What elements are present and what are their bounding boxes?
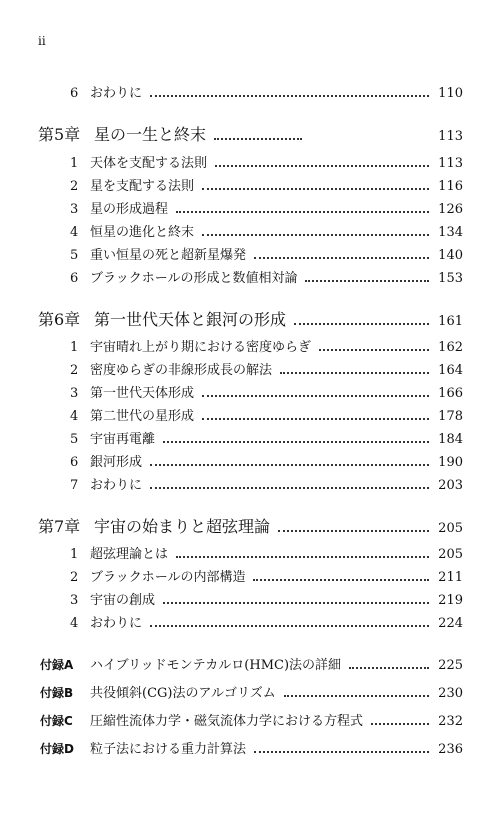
- toc-entry: [70, 359, 463, 378]
- page-ref: 211: [438, 570, 463, 585]
- section-number: 1: [70, 547, 79, 562]
- section-title: 第一世代天体形成: [90, 386, 195, 401]
- page-ref: 232: [438, 714, 463, 729]
- toc-entry: [70, 336, 463, 355]
- section-number: 6: [70, 86, 79, 101]
- leader-dots: [202, 395, 429, 397]
- toc-chapter: [38, 307, 463, 330]
- section-number: 2: [70, 363, 79, 378]
- page-ref: 113: [438, 156, 463, 171]
- page-ref: 140: [438, 248, 463, 263]
- page-ref: 205: [438, 521, 463, 536]
- section-title: 銀河形成: [90, 455, 143, 470]
- toc-entry: [70, 267, 463, 286]
- toc-chapter: [38, 122, 463, 145]
- leader-dots: [202, 418, 429, 420]
- page-ref: 178: [438, 409, 463, 424]
- toc-entry: [70, 543, 463, 562]
- leader-dots: [163, 602, 429, 604]
- leader-dots: [176, 211, 429, 213]
- toc-chapter: [38, 514, 463, 537]
- section-number: 3: [70, 593, 79, 608]
- page-number: ii: [38, 34, 46, 48]
- page-ref: 166: [438, 386, 463, 401]
- leader-dots: [150, 625, 429, 627]
- section-title: 密度ゆらぎの非線形成長の解法: [90, 363, 273, 378]
- appendix-label: 付録C: [40, 714, 73, 728]
- section-number: 7: [70, 478, 79, 493]
- section-number: 4: [70, 409, 79, 424]
- section-title: 宇宙再電離: [90, 432, 156, 447]
- chapter-title: 星の一生と終末: [94, 125, 207, 144]
- toc-entry: [70, 566, 463, 585]
- toc-entry: [70, 175, 463, 194]
- section-number: 5: [70, 248, 79, 263]
- section-title: おわりに: [90, 86, 143, 101]
- page-ref: 113: [438, 129, 463, 144]
- toc-entry: [70, 451, 463, 470]
- section-number: 2: [70, 570, 79, 585]
- toc-entry: [70, 198, 463, 217]
- leader-dots: [278, 530, 429, 532]
- leader-dots: [319, 349, 429, 351]
- section-number: 1: [70, 340, 79, 355]
- page-ref: 162: [438, 340, 463, 355]
- section-title: ブラックホールの形成と数値相対論: [90, 271, 298, 286]
- page-ref: 219: [438, 593, 463, 608]
- section-title: 天体を支配する法則: [90, 156, 208, 171]
- section-title: 第二世代の星形成: [90, 409, 195, 424]
- appendix-label: 付録B: [40, 686, 74, 700]
- section-number: 5: [70, 432, 79, 447]
- leader-dots: [150, 464, 429, 466]
- page-ref: 230: [438, 686, 463, 701]
- leader-dots: [280, 372, 429, 374]
- section-title: 星を支配する法則: [90, 179, 195, 194]
- appendix-title: ハイブリッドモンテカルロ(HMC)法の詳細: [90, 658, 342, 673]
- section-title: 宇宙の創成: [90, 593, 156, 608]
- page-ref: 236: [438, 742, 463, 757]
- section-title: おわりに: [90, 616, 143, 631]
- page-ref: 184: [438, 432, 463, 447]
- page-ref: 161: [438, 314, 463, 329]
- leader-dots: [163, 441, 429, 443]
- chapter-title: 第一世代天体と銀河の形成: [94, 310, 287, 329]
- appendix-title: 共役傾斜(CG)法のアルゴリズム: [90, 686, 276, 701]
- leader-dots: [214, 138, 302, 140]
- chapter-number: 第5章: [38, 125, 81, 144]
- section-title: 宇宙晴れ上がり期における密度ゆらぎ: [90, 340, 312, 355]
- section-title: 星の形成過程: [90, 202, 169, 217]
- page-ref: 225: [438, 658, 463, 673]
- page-ref: 205: [438, 547, 463, 562]
- toc-entry: [70, 428, 463, 447]
- appendix-title: 粒子法における重力計算法: [90, 742, 247, 757]
- leader-dots: [150, 487, 429, 489]
- page-ref: 134: [438, 225, 463, 240]
- appendix-title: 圧縮性流体力学・磁気流体力学における方程式: [90, 714, 364, 729]
- toc-entry: [70, 405, 463, 424]
- leader-dots: [176, 556, 429, 558]
- section-number: 6: [70, 455, 79, 470]
- toc-entry: [70, 382, 463, 401]
- section-number: 3: [70, 386, 79, 401]
- leader-dots: [349, 667, 429, 669]
- section-title: 重い恒星の死と超新星爆発: [90, 248, 247, 263]
- toc-entry: [70, 589, 463, 608]
- toc-entry: [70, 221, 463, 240]
- leader-dots: [294, 323, 429, 325]
- leader-dots: [150, 95, 429, 97]
- toc-entry: [70, 152, 463, 171]
- leader-dots: [284, 695, 429, 697]
- leader-dots: [202, 188, 429, 190]
- toc-appendix: [40, 682, 463, 701]
- section-number: 1: [70, 156, 79, 171]
- appendix-label: 付録D: [40, 742, 74, 756]
- page-ref: 126: [438, 202, 463, 217]
- appendix-label: 付録A: [40, 658, 74, 672]
- toc-entry: [70, 82, 463, 101]
- leader-dots: [254, 751, 429, 753]
- section-number: 3: [70, 202, 79, 217]
- section-number: 2: [70, 179, 79, 194]
- section-title: 超弦理論とは: [90, 547, 169, 562]
- chapter-number: 第7章: [38, 517, 81, 536]
- section-number: 4: [70, 616, 79, 631]
- page-ref: 116: [438, 179, 463, 194]
- toc-entry: [70, 244, 463, 263]
- section-title: おわりに: [90, 478, 143, 493]
- toc-appendix: [40, 654, 463, 673]
- section-number: 4: [70, 225, 79, 240]
- toc-entry: [70, 612, 463, 631]
- leader-dots: [215, 165, 429, 167]
- leader-dots: [371, 723, 429, 725]
- leader-dots: [202, 234, 429, 236]
- page-ref: 110: [438, 86, 463, 101]
- page-ref: 190: [438, 455, 463, 470]
- section-number: 6: [70, 271, 79, 286]
- leader-dots: [254, 257, 429, 259]
- toc-entry: [70, 474, 463, 493]
- leader-dots: [305, 280, 429, 282]
- toc-appendix: [40, 710, 463, 729]
- chapter-title: 宇宙の始まりと超弦理論: [94, 517, 271, 536]
- chapter-number: 第6章: [38, 310, 81, 329]
- page-ref: 203: [438, 478, 463, 493]
- page-ref: 164: [438, 363, 463, 378]
- section-title: 恒星の進化と終末: [90, 225, 195, 240]
- section-title: ブラックホールの内部構造: [90, 570, 246, 585]
- toc-appendix: [40, 738, 463, 757]
- page-ref: 153: [438, 271, 463, 286]
- page-ref: 224: [438, 616, 463, 631]
- leader-dots: [253, 579, 429, 581]
